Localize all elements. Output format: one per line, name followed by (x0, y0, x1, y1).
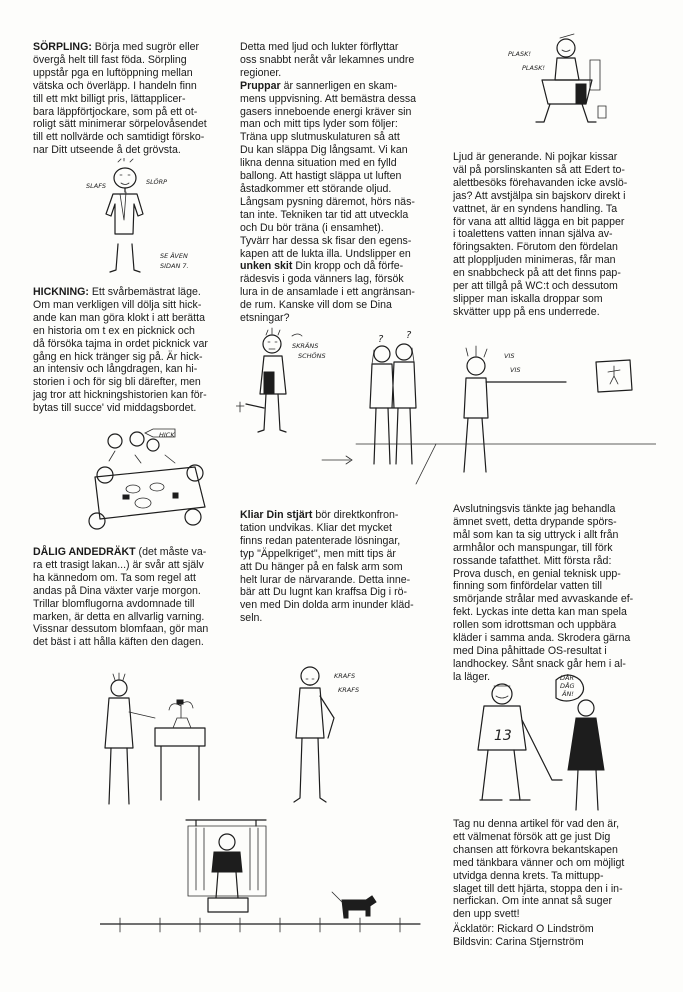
vis-label-2: VIS (510, 366, 521, 374)
shower-cat-drawing (100, 814, 430, 944)
andedrakt-heading: DÅLIG ANDEDRÄKT (33, 546, 136, 558)
hickning-heading: HICKNING: (33, 286, 89, 298)
scratch-label-2: KRAFS (338, 686, 360, 694)
kliar-heading: Kliar Din stjärt (240, 509, 313, 521)
hick-label: HICK (159, 431, 175, 439)
speech-line-2: DÅG (560, 682, 575, 690)
toilet-drawing (502, 26, 614, 134)
pruppar-heading: Pruppar (240, 79, 281, 92)
unken-text: Din kropp och då förfe- rädesvis i goda vänners lag, försök lura in de ansamlade i ett angränsan- de rum. Kanske vill dom se Dina etsningar? (240, 260, 415, 325)
slurp-label-1: SLAFS (86, 182, 107, 190)
scratch-label-1: KRAFS (334, 672, 356, 680)
andedrakt-section (33, 546, 233, 649)
sorpling-text: Börja med sugrör eller övergå helt till fast föda. Sörpling uppstår pga en luftöppning mellan vätska och överläpp. I handeln finn till ett mkt billigt pris, lättapplicer- bara läppförtjockare, som på ett ot- roligt sätt minimerar sörpelovåsendet till ett nollvärde och samtidigt försko- nar Ditt utseende å det grövsta. (33, 41, 207, 157)
unken-heading: unken skit (240, 260, 293, 273)
closing-section (453, 818, 653, 921)
hockey-player-drawing (460, 668, 620, 820)
closing-text: Tag nu denna artikel för vad den är, ett välmenat försök att ge just Dig chansen att förkovra bekantskapen med tänkbara vänner och om möjligt utvidga denna krets. Ta mittupp- slaget till dett hjärta, stoppa den i in- nerfickan. Om inte annat så suger den upp svett! (453, 818, 625, 921)
svett-section (453, 503, 653, 684)
fart-label-1: SKRÄNS (292, 342, 319, 350)
pruppar-text: är sannerligen en skam- mens uppvisning. Att bemästra dessa gasers inneboende energi kräver sin man och mitt tips lyder som följer: Träna upp slutmuskulaturen så att Du kan släppa Dig långsamt. Vi kan likna denna situation med en fylld ballong. Att hastigt släppa ut luften åstadkommer ett störande oljud. Långsam pysning däremot, hörs näs- tan inte. Tekniken tar tid att utveckla och Du bör träna (i ensamhet). Tyvärr har dessa sk fisar den egens- kapen att de lukta illa. Undslipper en (240, 79, 417, 260)
sorpling-section (33, 41, 233, 157)
question-mark-1: ? (378, 334, 384, 345)
wilted-plant-drawing (95, 672, 245, 812)
kliar-section (240, 509, 436, 625)
picnic-drawing (75, 425, 225, 537)
fart-hallway-drawing (236, 326, 656, 486)
sorpling-heading: SÖRPLING: (33, 41, 92, 53)
toilet-label-2: PLASK! (522, 64, 545, 72)
intro-text: Detta med ljud och lukter förflyttar oss snabbt neråt vår lekamnes undre regioner. (240, 41, 415, 79)
ljud-text: Ljud är generande. Ni pojkar kissar väl på porslinskanten så att Edert to- alettbesöks förehavanden icke avslö- jas? Att avstjälpa sin bajskorv direkt i vattnet, är en syndens handling. Ta för vana att alltid lägga en bit papper i toalettens vatten innan själva av- föringsakten. Förutom den fördelan att ploppljuden minimeras, får man en snabbcheck på att det finns pap- per att tillgå på WC:t och dessutom slipper man iskalla droppar som skvätter upp på ens underrede. (453, 151, 628, 318)
jersey-number: 13 (494, 728, 512, 744)
speech-line-1: DÅR (560, 674, 574, 682)
ljud-section (453, 151, 653, 319)
hickning-section (33, 286, 233, 415)
andedrakt-text: (det måste va- ra ett trasigt lakan...) är svår att själv ha kännedom om. Ta som regel att andas på Dina växter varje morgon. Trillar blomflugorna avdomnade till marken, är detta en allvarlig varning. Vissnar dessutom blomfaan, gör man det bäst i att hålla käften den dagen. (33, 546, 209, 649)
speech-line-3: ÄN! (562, 690, 574, 698)
credits (453, 923, 653, 949)
slurping-man-drawing (80, 158, 190, 276)
slurp-label-2: SLÖRP (146, 178, 168, 186)
question-mark-2: ? (406, 330, 412, 341)
credit-author: Äcklatör: Rickard O Lindström (453, 923, 594, 935)
kliar-text: bör direktkonfron- tation undvikas. Kliar det mycket finns redan patenterade lösningar, typ "Äppelkriget", men mitt tips är att Du hänger på en falsk arm som helt lurar de närvarande. Detta inne- bär att Du lugnt kan kraffsa Dig i rö- ven med Din dolda arm inunder kläd- seln. (240, 509, 414, 625)
fart-label-2: SCHÖNS (298, 352, 326, 360)
slurp-note-line1: SE ÄVEN (160, 252, 188, 260)
toilet-label-1: PLASK! (508, 50, 531, 58)
pruppar-section (240, 41, 436, 325)
svett-text: Avslutningsvis tänkte jag behandla ämnet svett, detta drypande spörs- mål som kan ta sig uttryck i allt från armhålor och manspungar, till förk rossande tafatthet. Mitt första råd: Prova dusch, en genial teknisk upp- finning som finfördelar vatten till smörjande strålar med avvaskande ef- fekt. Lyckas inte detta kan man spela rollen som idrottsman och uppbära kläder i samma anda. Skrodera gärna med Dina påhittade OS-resultat i landhockey. Sånt snack går hem i al- la läger. (453, 503, 634, 683)
hickning-text: Ett svårbemästrat läge. Om man verkligen vill dölja sitt hick- ande kan man göra klokt i att berätta en historia om t ex en picknick och då försöka tajma in ordet picknick var gång en hick tränger sig på. Är hick- an intensiv och långdragen, kan hi- storien i och för sig bli därefter, men jag tror att hickningshistorien kan för- bytas till succe' vid middagsbordet. (33, 286, 208, 415)
scratching-man-drawing (280, 660, 370, 810)
vis-label-1: VIS (504, 352, 515, 360)
slurp-note-line2: SIDAN 7. (160, 262, 189, 270)
credit-illustrator: Bildsvin: Carina Stjernström (453, 935, 584, 948)
